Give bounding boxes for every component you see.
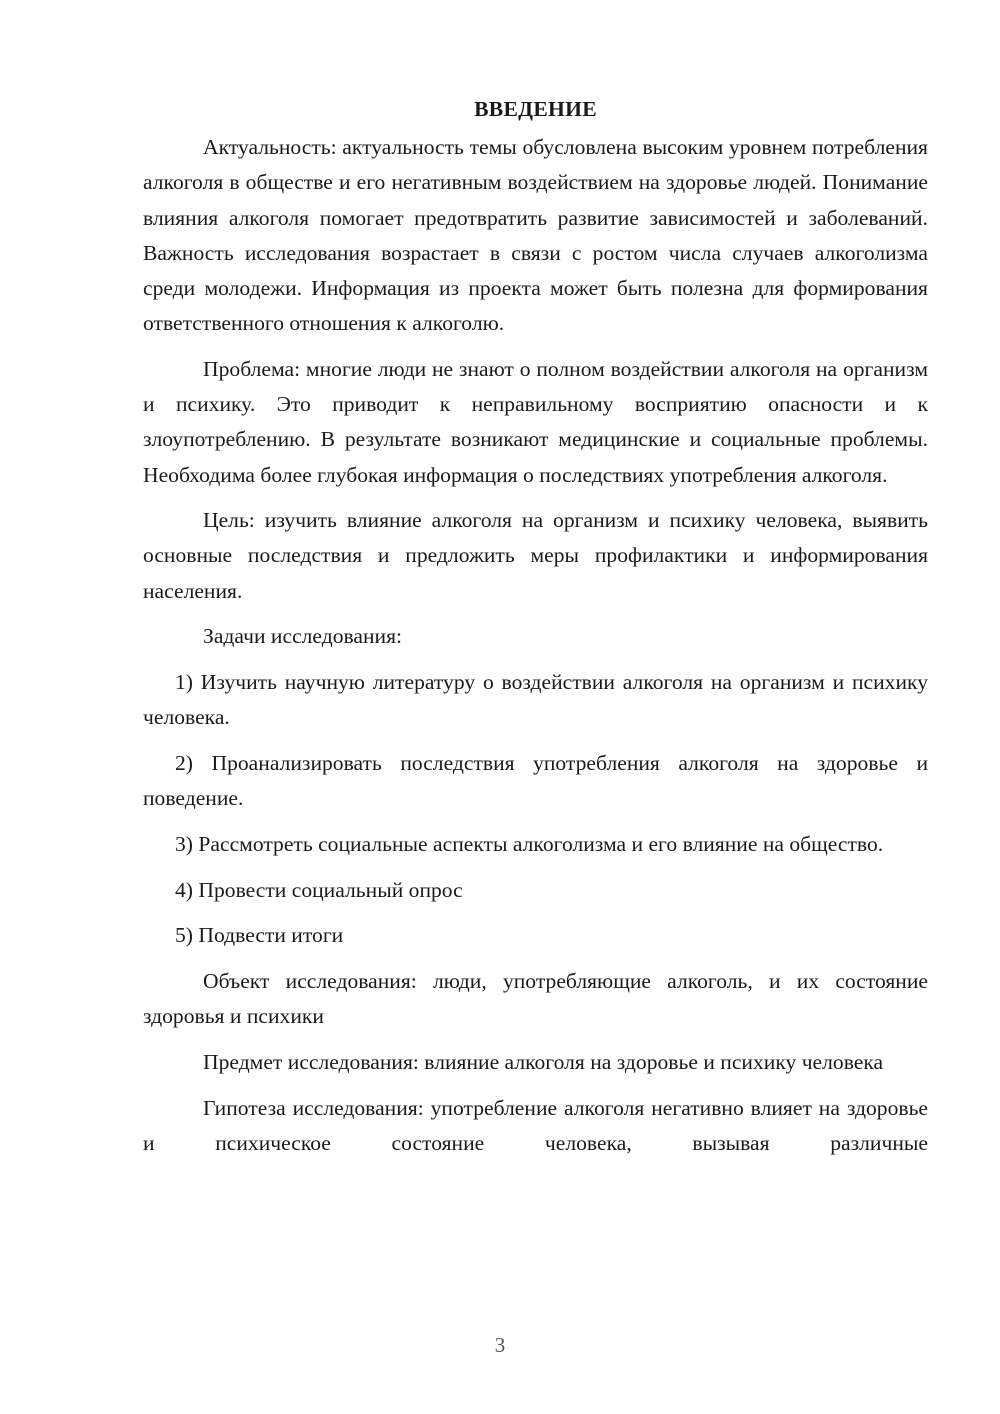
task-item-1: 1) Изучить научную литературу о воздействии алкоголя на организм и психику человека. <box>143 670 928 730</box>
subject-paragraph: Предмет исследования: влияние алкоголя на здоровье и психику человека <box>203 1049 884 1074</box>
task-item-4: 4) Провести социальный опрос <box>175 877 463 902</box>
task-item-2: 2) Проанализировать последствия употребления алкоголя на здоровье и поведение. <box>143 750 928 811</box>
task-item-3: 3) Рассмотреть социальные аспекты алкоголизма и его влияние на общество. <box>175 831 884 856</box>
goal-paragraph: Цель: изучить влияние алкоголя на организм и психику человека, выявить основные последствия и предложить меры профилактики и информирования населения. <box>143 508 928 603</box>
tasks-heading: Задачи исследования: <box>203 624 403 649</box>
problem-paragraph: Проблема: многие люди не знают о полном воздействии алкоголя на организм и психику. Это приводит к неправильному восприятию опасности и к злоупотреблению. В результате возникают медицинские и социальные проблемы. Необходима более глубокая информация о последствиях употребления алкоголя. <box>143 356 928 487</box>
object-paragraph: Объект исследования: люди, употребляющие алкоголь, и их состояние здоровья и психики <box>143 968 928 1029</box>
task-item-5: 5) Подвести итоги <box>175 923 344 948</box>
relevance-paragraph: Актуальность: актуальность темы обусловлена высоким уровнем потребления алкоголя в обществе и его негативным воздействием на здоровье людей. Понимание влияния алкоголя помогает предотвратить развитие зависимостей и заболеваний. Важность исследования возрастает в связи с ростом числа случаев алкоголизма среди молодежи. Информация из проекта может быть полезна для формирования ответственного отношения к алкоголю. <box>143 135 928 336</box>
section-title: ВВЕДЕНИЕ <box>474 97 597 121</box>
page-number: 3 <box>494 1333 506 1357</box>
hypothesis-paragraph: Гипотеза исследования: употребление алкоголя негативно влияет на здоровье и психическое состояние человека, вызывая различные <box>143 1095 928 1155</box>
document-page <box>143 92 928 1171</box>
